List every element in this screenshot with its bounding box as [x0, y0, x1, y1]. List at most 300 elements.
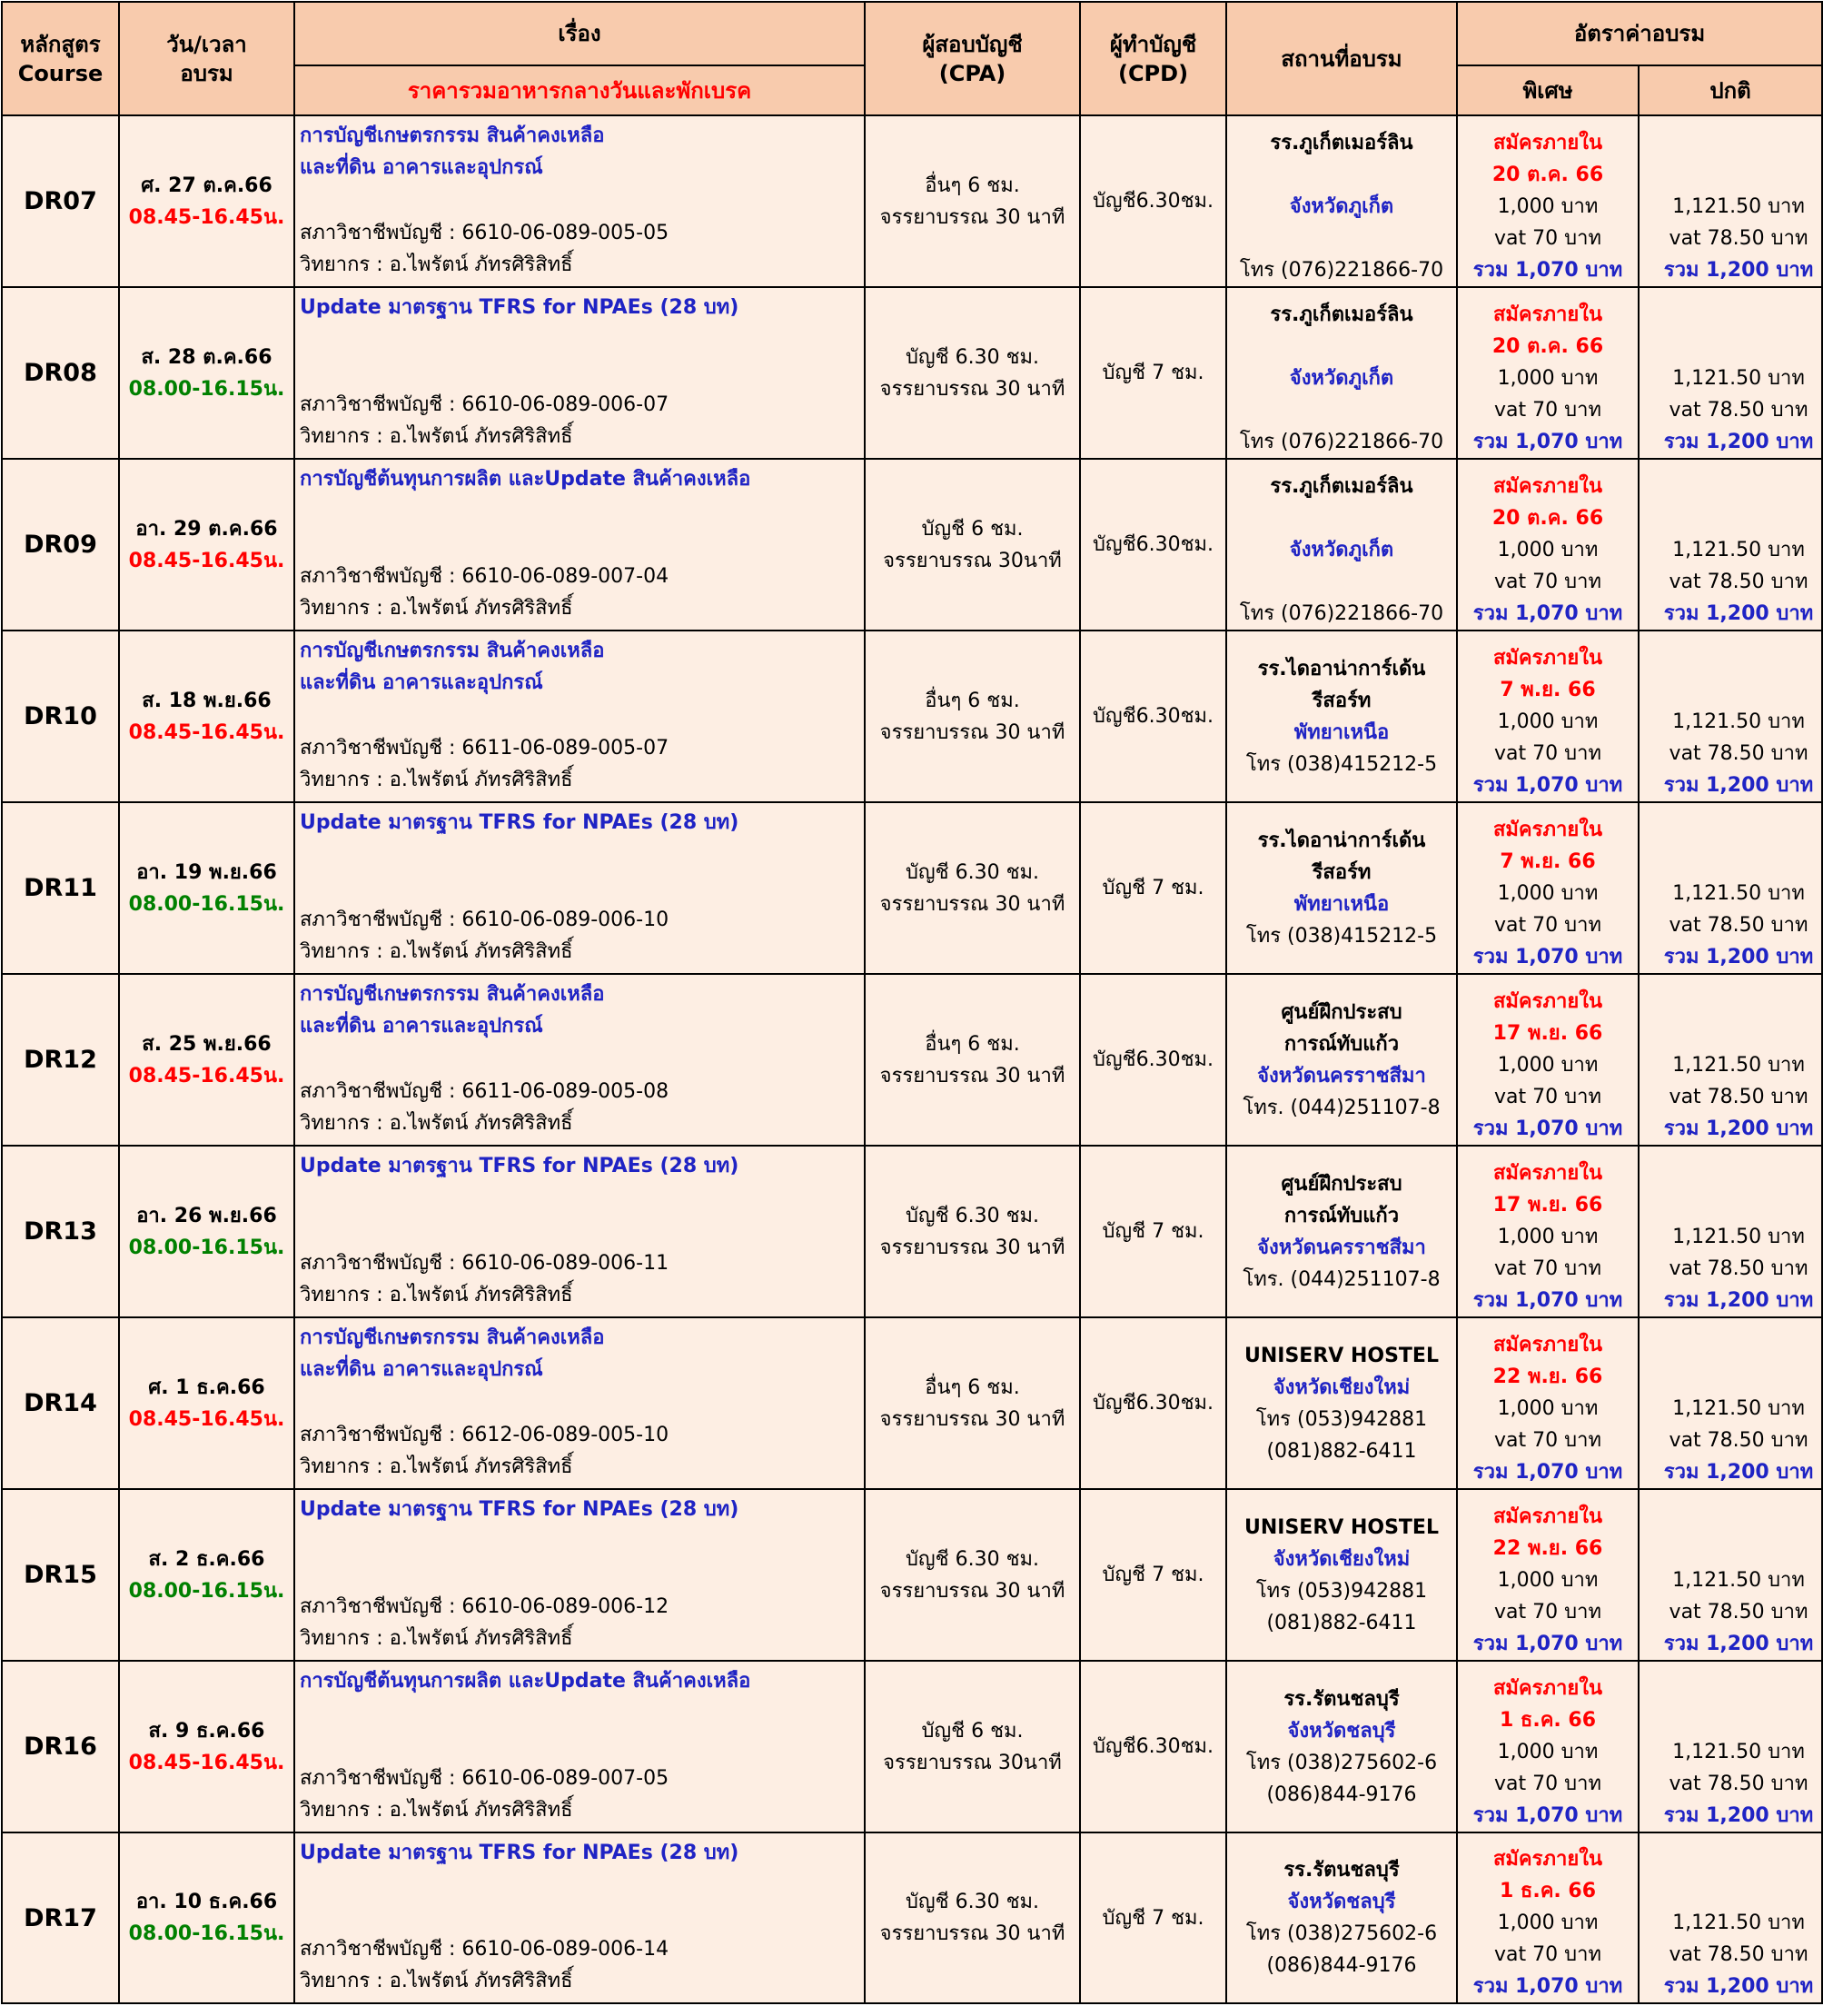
cpa-hours-line1: บัญชี 6.30 ชม. [905, 1204, 1040, 1227]
course-row [2, 1661, 1822, 1832]
topic-details [300, 1763, 860, 1826]
venue-phone: โทร (038)275602-6 [1245, 1751, 1438, 1774]
venue-province: จังหวัดชลบุรี [1287, 1719, 1396, 1743]
cpd-hours: บัญชี6.30ชม. [1080, 974, 1226, 1146]
normal-total: รวม 1,200 บาท [1663, 1461, 1814, 1484]
normal-total: รวม 1,200 บาท [1663, 774, 1814, 797]
venue-cell [1226, 1489, 1457, 1661]
topic-title [300, 120, 860, 184]
special-total: รวม 1,070 บาท [1472, 774, 1623, 797]
special-vat: vat 70 บาท [1494, 1086, 1601, 1108]
rate-header: อัตราค่าอบรม [1457, 2, 1822, 65]
registration-number: สภาวิชาชีพบัญชี : 6612-06-089-005-10 [300, 1424, 669, 1446]
registration-number: สภาวิชาชีพบัญชี : 6610-06-089-007-05 [300, 1767, 669, 1790]
normal-total: รวม 1,200 บาท [1663, 1633, 1814, 1655]
special-vat: vat 70 บาท [1494, 1773, 1601, 1795]
date-cell [119, 974, 294, 1146]
venue-phone: โทร (076)221866-70 [1239, 602, 1444, 625]
course-time: 08.00-16.15น. [128, 892, 285, 916]
venue-cell [1226, 459, 1457, 631]
special-base-price: 1,000 บาท [1497, 1397, 1599, 1420]
cpa-hours-line1: บัญชี 6 ชม. [921, 1719, 1024, 1743]
venue-province: จังหวัดภูเก็ต [1289, 195, 1394, 218]
venue-province: จังหวัดเชียงใหม่ [1273, 1547, 1411, 1571]
cpa-hours-line1: บัญชี 6.30 ชม. [905, 1891, 1040, 1913]
special-rate-cell [1457, 287, 1639, 459]
normal-rate-cell [1639, 1317, 1822, 1489]
cpa-header-line2: (CPA) [938, 60, 1006, 86]
venue-name: รร.ภูเก็ตเมอร์ลิน [1270, 475, 1413, 498]
topic-title-line1: Update มาตรฐาน TFRS for NPAEs (28 บท) [300, 296, 739, 319]
deadline-date: 20 ต.ค. 66 [1491, 335, 1604, 358]
cpa-hours-line1: อื่นๆ 6 ชม. [925, 1032, 1020, 1056]
normal-rate-cell [1639, 802, 1822, 974]
topic-note-header: ราคารวมอาหารกลางวันและพักเบรค [294, 65, 865, 115]
venue-phone-2: (081)882-6411 [1266, 1611, 1417, 1634]
topic-title-line1: Update มาตรฐาน TFRS for NPAEs (28 บท) [300, 1155, 739, 1177]
schedule-body [2, 115, 1822, 2003]
course-code: DR10 [2, 631, 119, 802]
course-date: อา. 29 ต.ค.66 [135, 517, 278, 541]
topic-title-line1: Update มาตรฐาน TFRS for NPAEs (28 บท) [300, 811, 739, 834]
venue-name: รร.ภูเก็ตเมอร์ลิน [1270, 132, 1413, 154]
special-base-price: 1,000 บาท [1497, 1226, 1599, 1248]
speaker: วิทยากร : อ.ไพรัตน์ ภัทรศิริสิทธิ์ [300, 597, 573, 620]
venue-phone: โทร. (044)251107-8 [1243, 1096, 1441, 1119]
cpd-hours: บัญชี 7 ชม. [1080, 802, 1226, 974]
date-cell [119, 115, 294, 287]
topic-title [300, 1837, 860, 1869]
venue-province: จังหวัดนครราชสีมา [1257, 1236, 1426, 1259]
course-code: DR17 [2, 1832, 119, 2003]
special-vat: vat 70 บาท [1494, 1429, 1601, 1452]
course-time: 08.45-16.45น. [128, 1407, 285, 1431]
course-row [2, 459, 1822, 631]
cpa-hours [865, 974, 1080, 1146]
speaker: วิทยากร : อ.ไพรัตน์ ภัทรศิริสิทธิ์ [300, 940, 573, 963]
venue-phone-2: (086)844-9176 [1266, 1783, 1417, 1806]
cpa-hours-line2: จรรยาบรรณ 30 นาที [879, 892, 1065, 916]
topic-cell [294, 1317, 865, 1489]
deadline-label: สมัครภายใน [1493, 1848, 1602, 1871]
course-row [2, 802, 1822, 974]
special-vat: vat 70 บาท [1494, 571, 1601, 593]
cpa-hours [865, 459, 1080, 631]
topic-title [300, 1494, 860, 1525]
venue-province: พัทยาเหนือ [1293, 892, 1390, 916]
special-base-price: 1,000 บาท [1497, 1054, 1599, 1077]
topic-title-line1: Update มาตรฐาน TFRS for NPAEs (28 บท) [300, 1498, 739, 1521]
special-rate-cell [1457, 1661, 1639, 1832]
course-date: ส. 25 พ.ย.66 [142, 1032, 272, 1056]
course-row [2, 1489, 1822, 1661]
topic-details [300, 1419, 860, 1483]
cpa-header [865, 2, 1080, 115]
venue-name: รร.ไดอาน่าการ์เด้น [1257, 657, 1426, 680]
normal-total: รวม 1,200 บาท [1663, 1975, 1814, 1998]
registration-number: สภาวิชาชีพบัญชี : 6610-06-089-006-07 [300, 393, 669, 416]
course-row [2, 1832, 1822, 2003]
venue-province: จังหวัดภูเก็ต [1289, 367, 1394, 390]
course-code: DR16 [2, 1661, 119, 1832]
venue-cell [1226, 287, 1457, 459]
course-row [2, 1146, 1822, 1317]
topic-title [300, 635, 860, 699]
special-rate-cell [1457, 1489, 1639, 1661]
topic-title-line2: และที่ดิน อาคารและอุปกรณ์ [300, 156, 543, 179]
registration-number: สภาวิชาชีพบัญชี : 6610-06-089-005-05 [300, 222, 669, 244]
date-cell [119, 802, 294, 974]
venue-name: ศูนย์ฝึกประสบ [1281, 1000, 1402, 1024]
deadline-date: 7 พ.ย. 66 [1500, 679, 1596, 701]
cpa-hours-line1: อื่นๆ 6 ชม. [925, 1375, 1020, 1399]
topic-title [300, 463, 860, 495]
normal-vat: vat 78.50 บาท [1669, 1086, 1808, 1108]
normal-base-price: 1,121.50 บาท [1672, 882, 1805, 905]
topic-header: เรื่อง [294, 2, 865, 65]
topic-title-line1: การบัญชีต้นทุนการผลิต และUpdate สินค้าคงเหลือ [300, 468, 751, 491]
course-time: 08.45-16.45น. [128, 1064, 285, 1087]
date-cell [119, 1317, 294, 1489]
course-date: ส. 9 ธ.ค.66 [148, 1719, 265, 1743]
deadline-date: 1 ธ.ค. 66 [1499, 1709, 1597, 1732]
normal-base-price: 1,121.50 บาท [1672, 195, 1805, 218]
deadline-date: 1 ธ.ค. 66 [1499, 1880, 1597, 1902]
venue-name: ศูนย์ฝึกประสบ [1281, 1172, 1402, 1196]
special-base-price: 1,000 บาท [1497, 367, 1599, 390]
topic-cell [294, 802, 865, 974]
course-code: DR13 [2, 1146, 119, 1317]
venue-cell [1226, 115, 1457, 287]
topic-title-line1: การบัญชีเกษตรกรรม สินค้าคงเหลือ [300, 640, 605, 662]
topic-title [300, 1322, 860, 1385]
normal-base-price: 1,121.50 บาท [1672, 1397, 1805, 1420]
special-rate-cell [1457, 1832, 1639, 2003]
course-header-th: หลักสูตร [20, 31, 101, 57]
topic-cell [294, 287, 865, 459]
topic-details [300, 561, 860, 624]
special-rate-cell [1457, 459, 1639, 631]
normal-total: รวม 1,200 บาท [1663, 1117, 1814, 1140]
venue-phone: โทร (076)221866-70 [1239, 259, 1444, 282]
venue-phone: โทร (053)942881 [1255, 1579, 1428, 1603]
cpa-hours-line2: จรรยาบรรณ 30นาที [883, 1751, 1062, 1774]
date-cell [119, 1146, 294, 1317]
course-row [2, 974, 1822, 1146]
normal-rate-cell [1639, 1489, 1822, 1661]
topic-details [300, 1933, 860, 1997]
normal-rate-cell [1639, 459, 1822, 631]
topic-details [300, 1076, 860, 1139]
cpd-hours: บัญชี6.30ชม. [1080, 459, 1226, 631]
speaker: วิทยากร : อ.ไพรัตน์ ภัทรศิริสิทธิ์ [300, 253, 573, 276]
cpa-hours-line1: บัญชี 6.30 ชม. [905, 860, 1040, 884]
special-base-price: 1,000 บาท [1497, 1912, 1599, 1934]
cpa-hours-line1: บัญชี 6.30 ชม. [905, 345, 1040, 369]
cpd-header [1080, 2, 1226, 115]
cpd-header-line2: (CPD) [1117, 60, 1189, 86]
venue-name: รร.รัตนชลบุรี [1283, 1687, 1400, 1711]
venue-name: รร.รัตนชลบุรี [1283, 1859, 1400, 1882]
special-rate-cell [1457, 1317, 1639, 1489]
cpa-hours-line1: อื่นๆ 6 ชม. [925, 689, 1020, 712]
deadline-date: 22 พ.ย. 66 [1492, 1366, 1603, 1388]
registration-number: สภาวิชาชีพบัญชี : 6610-06-089-007-04 [300, 565, 669, 588]
special-rate-cell [1457, 1146, 1639, 1317]
venue-phone: โทร (038)275602-6 [1245, 1922, 1438, 1945]
normal-base-price: 1,121.50 บาท [1672, 1226, 1805, 1248]
registration-number: สภาวิชาชีพบัญชี : 6610-06-089-006-14 [300, 1938, 669, 1961]
topic-cell [294, 974, 865, 1146]
topic-cell [294, 1661, 865, 1832]
course-time: 08.45-16.45น. [128, 205, 285, 229]
course-date: ส. 2 ธ.ค.66 [148, 1547, 265, 1571]
course-code: DR11 [2, 802, 119, 974]
normal-total: รวม 1,200 บาท [1663, 602, 1814, 625]
cpa-hours [865, 631, 1080, 802]
cpd-hours: บัญชี6.30ชม. [1080, 1661, 1226, 1832]
special-total: รวม 1,070 บาท [1472, 1804, 1623, 1827]
venue-cell [1226, 802, 1457, 974]
training-schedule-table [1, 1, 1823, 2004]
topic-title-line1: การบัญชีเกษตรกรรม สินค้าคงเหลือ [300, 983, 605, 1006]
speaker: วิทยากร : อ.ไพรัตน์ ภัทรศิริสิทธิ์ [300, 769, 573, 791]
normal-vat: vat 78.50 บาท [1669, 1773, 1808, 1795]
course-row [2, 287, 1822, 459]
venue-province: พัทยาเหนือ [1293, 720, 1390, 744]
course-row [2, 115, 1822, 287]
venue-cell [1226, 974, 1457, 1146]
topic-title [300, 1150, 860, 1182]
cpd-hours: บัญชี 7 ชม. [1080, 1146, 1226, 1317]
special-rate-cell [1457, 631, 1639, 802]
venue-phone: โทร (038)415212-5 [1245, 752, 1438, 776]
topic-title-line2: และที่ดิน อาคารและอุปกรณ์ [300, 1358, 543, 1381]
normal-vat: vat 78.50 บาท [1669, 1943, 1808, 1966]
venue-name: UNISERV HOSTEL [1244, 1344, 1439, 1367]
cpa-hours-line2: จรรยาบรรณ 30 นาที [879, 1579, 1065, 1603]
venue-spacer [1227, 502, 1456, 534]
course-row [2, 631, 1822, 802]
normal-vat: vat 78.50 บาท [1669, 914, 1808, 937]
special-base-price: 1,000 บาท [1497, 1741, 1599, 1763]
venue-province: จังหวัดนครราชสีมา [1257, 1064, 1426, 1087]
normal-base-price: 1,121.50 บาท [1672, 367, 1805, 390]
special-total: รวม 1,070 บาท [1472, 602, 1623, 625]
topic-details [300, 1247, 860, 1311]
venue-cell [1226, 1661, 1457, 1832]
cpa-hours-line2: จรรยาบรรณ 30 นาที [879, 1922, 1065, 1945]
venue-name: UNISERV HOSTEL [1244, 1515, 1439, 1539]
venue-name-line2: รีสอร์ท [1312, 689, 1372, 712]
course-time: 08.45-16.45น. [128, 1751, 285, 1774]
venue-cell [1226, 1146, 1457, 1317]
special-total: รวม 1,070 บาท [1472, 259, 1623, 282]
special-total: รวม 1,070 บาท [1472, 946, 1623, 968]
normal-total: รวม 1,200 บาท [1663, 1289, 1814, 1312]
venue-cell [1226, 631, 1457, 802]
registration-number: สภาวิชาชีพบัญชี : 6610-06-089-006-10 [300, 909, 669, 931]
normal-rate-cell [1639, 631, 1822, 802]
venue-phone: โทร. (044)251107-8 [1243, 1267, 1441, 1291]
special-total: รวม 1,070 บาท [1472, 1633, 1623, 1655]
normal-rate-cell [1639, 287, 1822, 459]
normal-total: รวม 1,200 บาท [1663, 431, 1814, 453]
course-time: 08.00-16.15น. [128, 377, 285, 401]
venue-province: จังหวัดเชียงใหม่ [1273, 1375, 1411, 1399]
registration-number: สภาวิชาชีพบัญชี : 6611-06-089-005-07 [300, 737, 669, 760]
special-vat: vat 70 บาท [1494, 1601, 1601, 1624]
special-base-price: 1,000 บาท [1497, 882, 1599, 905]
deadline-date: 7 พ.ย. 66 [1500, 850, 1596, 873]
special-total: รวม 1,070 บาท [1472, 1975, 1623, 1998]
topic-details [300, 732, 860, 796]
venue-name-line2: การณ์ทับแก้ว [1283, 1032, 1400, 1056]
registration-number: สภาวิชาชีพบัญชี : 6610-06-089-006-12 [300, 1595, 669, 1618]
normal-rate-cell [1639, 115, 1822, 287]
special-vat: vat 70 บาท [1494, 1257, 1601, 1280]
course-header-en: Course [17, 60, 104, 86]
cpd-hours: บัญชี 7 ชม. [1080, 287, 1226, 459]
normal-vat: vat 78.50 บาท [1669, 227, 1808, 250]
speaker: วิทยากร : อ.ไพรัตน์ ภัทรศิริสิทธิ์ [300, 425, 573, 448]
venue-spacer [1227, 223, 1456, 254]
date-header [119, 2, 294, 115]
cpa-hours-line1: บัญชี 6 ชม. [921, 517, 1024, 541]
topic-cell [294, 631, 865, 802]
normal-base-price: 1,121.50 บาท [1672, 1912, 1805, 1934]
deadline-date: 20 ต.ค. 66 [1491, 507, 1604, 530]
speaker: วิทยากร : อ.ไพรัตน์ ภัทรศิริสิทธิ์ [300, 1112, 573, 1135]
deadline-label: สมัครภายใน [1493, 1162, 1602, 1185]
deadline-label: สมัครภายใน [1493, 819, 1602, 841]
special-base-price: 1,000 บาท [1497, 1569, 1599, 1592]
venue-name-line2: รีสอร์ท [1312, 860, 1372, 884]
cpa-hours-line2: จรรยาบรรณ 30 นาที [879, 377, 1065, 401]
topic-details [300, 389, 860, 452]
normal-rate-cell [1639, 974, 1822, 1146]
topic-title-line1: การบัญชีเกษตรกรรม สินค้าคงเหลือ [300, 124, 605, 147]
topic-cell [294, 459, 865, 631]
course-time: 08.45-16.45น. [128, 549, 285, 572]
normal-vat: vat 78.50 บาท [1669, 1257, 1808, 1280]
venue-name: รร.ภูเก็ตเมอร์ลิน [1270, 303, 1413, 326]
venue-spacer [1227, 566, 1456, 598]
topic-title [300, 807, 860, 839]
course-code: DR15 [2, 1489, 119, 1661]
normal-rate-cell [1639, 1661, 1822, 1832]
cpa-hours [865, 1146, 1080, 1317]
course-time: 08.00-16.15น. [128, 1236, 285, 1259]
course-time: 08.00-16.15น. [128, 1922, 285, 1945]
date-cell [119, 1832, 294, 2003]
venue-phone: โทร (053)942881 [1255, 1407, 1428, 1431]
normal-vat: vat 78.50 บาท [1669, 571, 1808, 593]
cpa-hours [865, 115, 1080, 287]
cpa-hours [865, 1317, 1080, 1489]
cpa-hours-line2: จรรยาบรรณ 30 นาที [879, 720, 1065, 744]
course-code: DR12 [2, 974, 119, 1146]
cpa-hours-line2: จรรยาบรรณ 30นาที [883, 549, 1062, 572]
venue-header: สถานที่อบรม [1226, 2, 1457, 115]
venue-name: รร.ไดอาน่าการ์เด้น [1257, 829, 1426, 852]
special-base-price: 1,000 บาท [1497, 539, 1599, 561]
topic-title-line1: การบัญชีต้นทุนการผลิต และUpdate สินค้าคงเหลือ [300, 1670, 751, 1693]
speaker: วิทยากร : อ.ไพรัตน์ ภัทรศิริสิทธิ์ [300, 1799, 573, 1822]
topic-title [300, 978, 860, 1042]
course-code: DR09 [2, 459, 119, 631]
course-code: DR08 [2, 287, 119, 459]
cpa-hours [865, 1489, 1080, 1661]
special-vat: vat 70 บาท [1494, 1943, 1601, 1966]
course-date: ส. 18 พ.ย.66 [142, 689, 272, 712]
topic-details [300, 1591, 860, 1654]
special-base-price: 1,000 บาท [1497, 195, 1599, 218]
venue-spacer [1227, 394, 1456, 426]
topic-title-line1: Update มาตรฐาน TFRS for NPAEs (28 บท) [300, 1842, 739, 1864]
topic-cell [294, 115, 865, 287]
special-rate-cell [1457, 802, 1639, 974]
special-total: รวม 1,070 บาท [1472, 1461, 1623, 1484]
registration-number: สภาวิชาชีพบัญชี : 6611-06-089-005-08 [300, 1080, 669, 1103]
course-date: ส. 28 ต.ค.66 [141, 345, 272, 369]
special-rate-cell [1457, 115, 1639, 287]
normal-vat: vat 78.50 บาท [1669, 742, 1808, 765]
cpd-hours: บัญชี6.30ชม. [1080, 1317, 1226, 1489]
special-vat: vat 70 บาท [1494, 914, 1601, 937]
cpd-hours: บัญชี6.30ชม. [1080, 631, 1226, 802]
venue-phone-2: (081)882-6411 [1266, 1439, 1417, 1463]
cpa-hours [865, 287, 1080, 459]
speaker: วิทยากร : อ.ไพรัตน์ ภัทรศิริสิทธิ์ [300, 1455, 573, 1478]
cpa-hours-line2: จรรยาบรรณ 30 นาที [879, 205, 1065, 229]
deadline-date: 17 พ.ย. 66 [1492, 1022, 1603, 1045]
normal-base-price: 1,121.50 บาท [1672, 539, 1805, 561]
topic-title-line1: การบัญชีเกษตรกรรม สินค้าคงเหลือ [300, 1326, 605, 1349]
deadline-label: สมัครภายใน [1493, 990, 1602, 1013]
topic-details [300, 217, 860, 281]
cpd-header-line1: ผู้ทำบัญชี [1109, 31, 1197, 57]
normal-base-price: 1,121.50 บาท [1672, 1569, 1805, 1592]
normal-total: รวม 1,200 บาท [1663, 1804, 1814, 1827]
cpa-header-line1: ผู้สอบบัญชี [922, 31, 1023, 57]
special-total: รวม 1,070 บาท [1472, 431, 1623, 453]
venue-phone: โทร (076)221866-70 [1239, 431, 1444, 453]
course-date: ศ. 27 ต.ค.66 [141, 174, 272, 197]
topic-cell [294, 1489, 865, 1661]
course-date: อา. 10 ธ.ค.66 [135, 1891, 278, 1913]
normal-base-price: 1,121.50 บาท [1672, 1741, 1805, 1763]
course-time: 08.00-16.15น. [128, 1579, 285, 1603]
venue-cell [1226, 1317, 1457, 1489]
course-date: ศ. 1 ธ.ค.66 [148, 1375, 265, 1399]
cpd-hours: บัญชี 7 ชม. [1080, 1832, 1226, 2003]
normal-base-price: 1,121.50 บาท [1672, 1054, 1805, 1077]
special-total: รวม 1,070 บาท [1472, 1117, 1623, 1140]
header-row-1 [2, 2, 1822, 65]
venue-phone-2: (086)844-9176 [1266, 1954, 1417, 1977]
date-cell [119, 631, 294, 802]
topic-details [300, 904, 860, 968]
course-date: อา. 19 พ.ย.66 [136, 860, 277, 884]
venue-spacer [1227, 159, 1456, 191]
course-header [2, 2, 119, 115]
topic-title [300, 1665, 860, 1697]
normal-vat: vat 78.50 บาท [1669, 399, 1808, 422]
cpd-hours: บัญชี 7 ชม. [1080, 1489, 1226, 1661]
normal-base-price: 1,121.50 บาท [1672, 710, 1805, 733]
deadline-label: สมัครภายใน [1493, 1505, 1602, 1528]
